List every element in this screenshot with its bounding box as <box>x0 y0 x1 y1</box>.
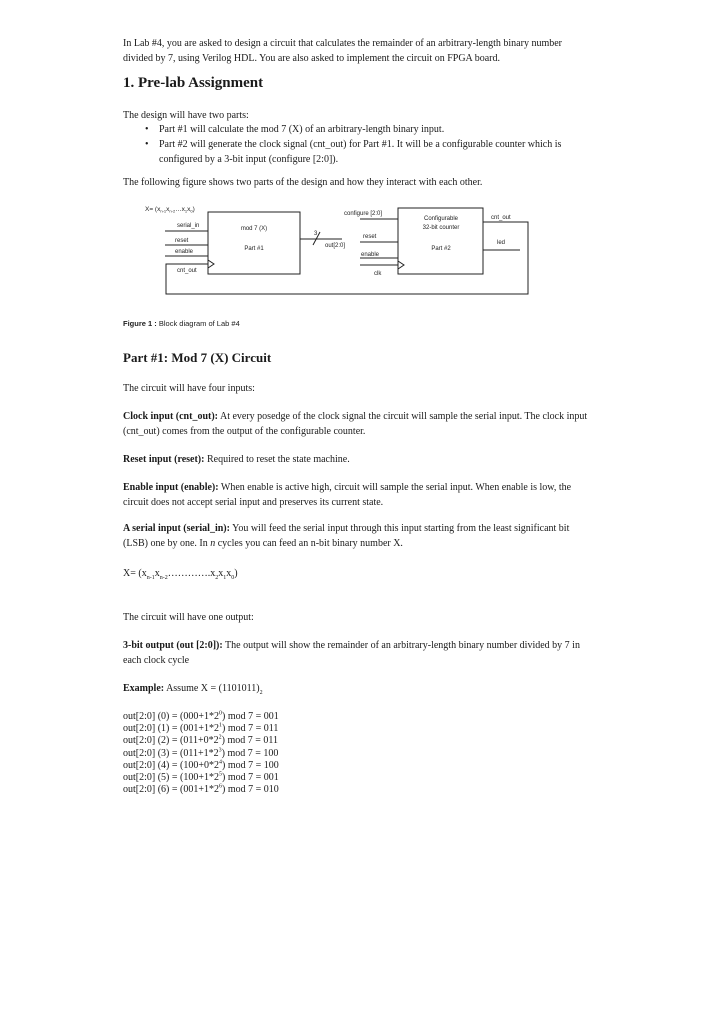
clock-triangle-1 <box>208 260 214 268</box>
mod7-label: mod 7 (X) <box>240 226 268 232</box>
intro-paragraph: In Lab #4, you are asked to design a circuit that calculates the remainder of an arbitrary-length binary number divided by 7, using Verilog HDL. You are also asked to implement the circuit on FPGA board. <box>123 38 562 64</box>
x-input-label: $X= (x_{n-1}x_{n-2}\dots x_1x_0)$ <box>145 206 195 214</box>
enable-input-paragraph: Enable input (enable): When enable is active high, circuit will sample the serial input. When enable is low, the circuit does not accept serial input and preserves its current state. <box>123 482 572 508</box>
output-paragraph: 3-bit output (out [2:0]): The output will show the remainder of an arbitrary-length binary number divided by 7 in each clock cycle <box>123 640 580 666</box>
counter-line2: 32-bit counter <box>422 225 460 231</box>
led-label: led <box>497 240 506 246</box>
counter-line1: Configurable <box>423 216 459 222</box>
list-item: out[2:0] $(2) = (011+0*2^2)$ mod 7 = 011 <box>123 735 279 747</box>
reset2-label: reset <box>363 234 377 240</box>
part1-label: Part #1 <box>244 246 264 252</box>
outputs-intro: The circuit will have one output: <box>123 612 254 623</box>
figure-caption: Figure 1 : Block diagram of Lab #4 <box>123 319 240 328</box>
out-bus-label: out[2:0] <box>325 243 346 249</box>
list-item: • Part #2 will generate the clock signal (cnt_out) for Part #1. It will be a configurable counter which is configured by a 3-bit input (configure [2:0]). <box>123 137 593 167</box>
list-item: out[2:0] $(5) = (100+1*2^5)$ mod 7 = 001 <box>123 771 279 784</box>
configure-label: configure [2:0] <box>344 211 383 217</box>
clock-triangle-2 <box>398 261 404 269</box>
reset1-label: reset <box>175 238 189 244</box>
x-definition: $X= (x_{n-1}x_{n-2}\dots\dots\dots\dots.x_2x_1x_0)$ <box>123 568 238 581</box>
enable1-label: enable <box>175 249 194 255</box>
serial-input-paragraph: A serial input (serial_in): You will feed the serial input through this input starting from the least significant bit (LSB) one by one. In n cycles you can feed an n-bit binary number X. <box>123 523 570 549</box>
list-item: out[2:0] $(1) = (001+1*2^1)$ mod 7 = 011 <box>123 722 279 735</box>
reset-input-paragraph: Reset input (reset): Required to reset the state machine. <box>123 454 350 465</box>
figure-intro: The following figure shows two parts of the design and how they interact with each other. <box>123 177 483 188</box>
part1-title: Part #1: Mod 7 (X) Circuit <box>123 350 272 365</box>
list-item: out[2:0] $(0) = (000+1*2^0)$ mod 7 = 001 <box>123 710 279 722</box>
list-item: • Part #1 will calculate the mod 7 (X) of an arbitrary-length binary input. <box>123 122 593 137</box>
section-title: 1. Pre-lab Assignment <box>123 75 264 91</box>
bus-width-label: 3 <box>314 231 318 237</box>
example-line: Example: Assume $X = (1101011)_2$ <box>123 683 263 696</box>
cnt-out-label: cnt_out <box>491 215 511 221</box>
list-item: out[2:0] $(6) = (001+1*2^6)$ mod 7 = 010 <box>123 783 279 796</box>
serial-in-label: serial_in <box>177 223 200 229</box>
example-output-list <box>123 711 593 796</box>
clk-label: clk <box>374 271 382 277</box>
block-diagram <box>0 0 724 330</box>
design-intro: The design will have two parts: <box>123 110 249 121</box>
list-item: out[2:0] $(3) = (011+1*2^3)$ mod 7 = 100 <box>123 747 279 759</box>
inputs-intro: The circuit will have four inputs: <box>123 383 255 394</box>
part1-box <box>208 212 300 274</box>
clock-input-paragraph: Clock input (cnt_out): At every posedge of the clock signal the circuit will sample the serial input. The clock input (cnt_out) comes from the output of the configurable counter. <box>123 411 588 437</box>
feedback-wire <box>166 222 528 294</box>
list-item: out[2:0] $(4) = (100+0*2^4)$ mod 7 = 100 <box>123 759 279 771</box>
enable2-label: enable <box>361 252 380 258</box>
part2-label: Part #2 <box>431 246 451 252</box>
cnt-out-feedback-label: cnt_out <box>177 268 197 274</box>
